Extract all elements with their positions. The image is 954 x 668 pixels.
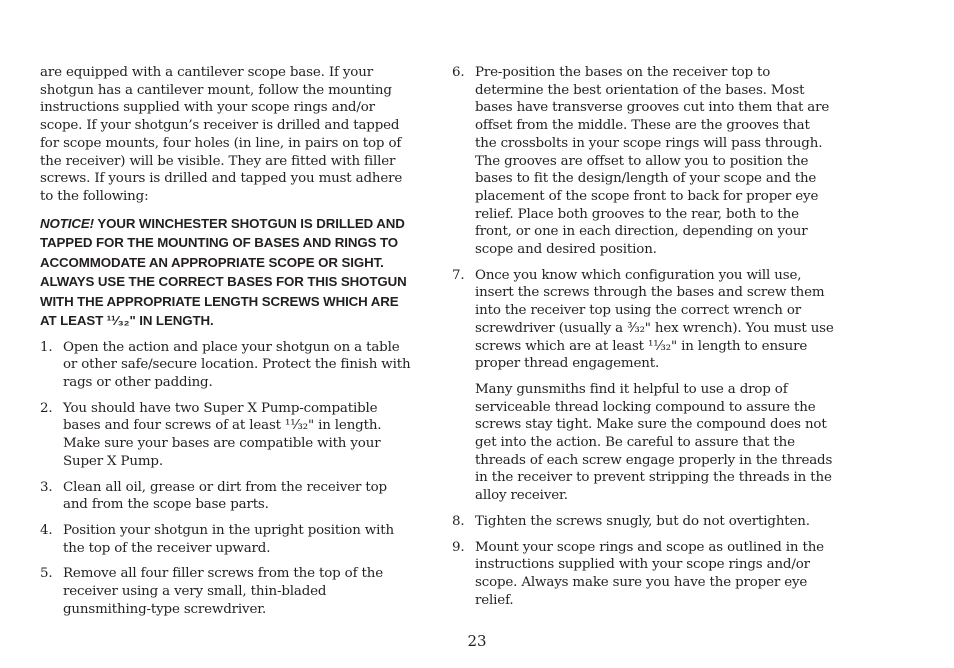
step-text: Pre-position the bases on the receiver top to determine the best orientation of the bases. Most bases have transverse grooves cut into them that are offset from the middle. These are the grooves that the crossbolts in your scope rings will pass through. The grooves are offset to allow you to position the bases to fit the design/length of your scope and the placement of the scope front to back for proper eye relief. Place both grooves to the rear, both to the front, or one in each direction, depending on your scope and desired position.	[475, 65, 830, 258]
step-text: Remove all four filler screws from the top of the receiver using a very small, thin-bladed gunsmithing-type screwdriver.	[63, 566, 383, 617]
step-text: Mount your scope rings and scope as outlined in the instructions supplied with your scope rings and/or scope. Always make sure you have the proper eye relief.	[475, 539, 824, 608]
step-number: 7.	[452, 267, 465, 283]
notice-paragraph	[40, 214, 414, 331]
step-text: Clean all oil, grease or dirt from the receiver top and from the scope base parts.	[63, 479, 387, 513]
right-column	[452, 64, 834, 617]
list-item	[40, 339, 414, 392]
list-item	[452, 267, 834, 373]
step-number: 3.	[40, 479, 53, 495]
step-number: 4.	[40, 522, 53, 538]
list-item	[452, 64, 834, 259]
list-item	[40, 522, 414, 557]
page-number: 23	[467, 632, 487, 650]
list-item	[452, 513, 834, 531]
step-number: 5.	[40, 566, 53, 582]
steps-list-left	[40, 339, 414, 619]
step-number: 8.	[452, 513, 465, 529]
intro-paragraph: are equipped with a cantilever scope base. If your shotgun has a cantilever mount, follow the mounting instructions supplied with your scope rings and/or scope. If your shotgun’s receiver is drilled and tapped for scope mounts, four holes (in line, in pairs on top of the receiver) will be visible. They are fitted with filler screws. If yours is drilled and tapped you must adhere to the following:	[40, 65, 403, 204]
list-item	[452, 539, 834, 610]
step-text: Once you know which configuration you will use, insert the screws through the bases and screw them into the receiver top using the correct wrench or screwdriver (usually a ³⁄₃₂" hex wrench). You must use screws which are at least ¹¹⁄₃₂" in length to ensure proper thread engagement.	[475, 267, 834, 372]
step-number: 9.	[452, 539, 465, 555]
list-item	[40, 479, 414, 514]
step-text: You should have two Super X Pump-compatible bases and four screws of at least ¹¹⁄₃₂" in length. Make sure your bases are compatible with your Super X Pump.	[63, 400, 382, 469]
step-number: 6.	[452, 65, 465, 80]
left-column	[40, 64, 414, 626]
step-text: Tighten the screws snugly, but do not overtighten.	[475, 513, 810, 529]
list-item	[40, 400, 414, 471]
steps-list-right-b	[452, 513, 834, 610]
thread-locking-note: Many gunsmiths find it helpful to use a drop of serviceable thread locking compound to assure the screws stay tight. Make sure the compound does not get into the action. Be careful to assure that the threads of each screw engage properly in the threads in the receiver to prevent stripping the threads in the alloy receiver.	[475, 381, 833, 504]
notice-text: YOUR WINCHESTER SHOTGUN IS DRILLED AND TAPPED FOR THE MOUNTING OF BASES AND RINGS TO ACCOMMODATE AN APPROPRIATE SCOPE OR SIGHT. ALWAYS USE THE CORRECT BASES FOR THIS SHOTGUN WITH THE APPROPRIATE LENGTH SCREWS WHICH ARE AT LEAST ¹¹⁄₃₂" IN LENGTH.	[40, 215, 407, 329]
list-item	[40, 565, 414, 618]
steps-list-right-a	[452, 64, 834, 373]
step-text: Open the action and place your shotgun on a table or other safe/secure location. Protect the finish with rags or other padding.	[63, 339, 411, 391]
step-number: 1.	[40, 339, 53, 355]
step-text: Position your shotgun in the upright position with the top of the receiver upward.	[63, 522, 394, 556]
step-number: 2.	[40, 400, 53, 416]
notice-lead: NOTICE!	[40, 215, 94, 231]
